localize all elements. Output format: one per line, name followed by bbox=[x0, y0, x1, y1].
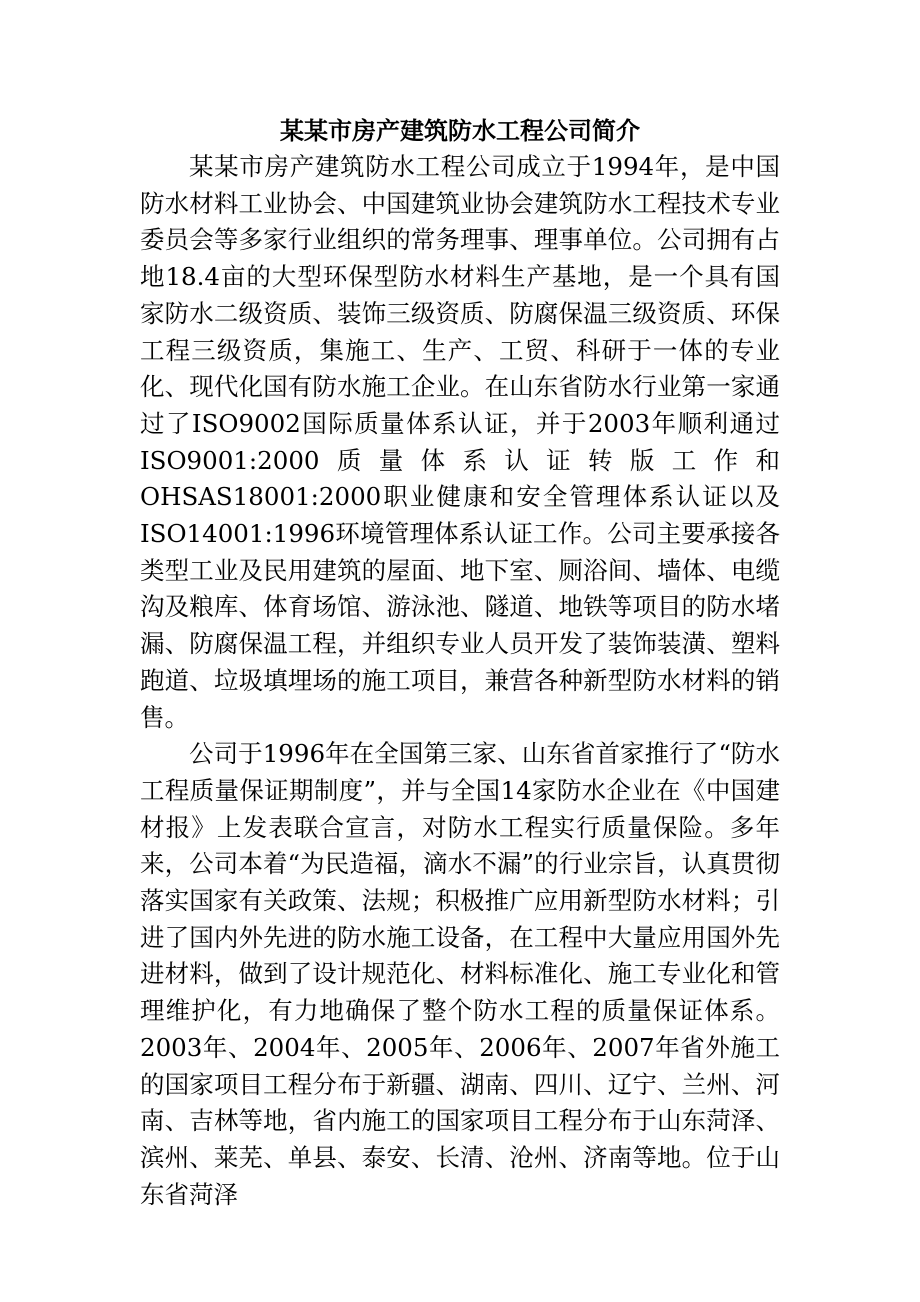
document-title: 某某市房产建筑防水工程公司简介 bbox=[280, 116, 640, 145]
paragraph-quality-assurance: 公司于1996年在全国第三家、山东省首家推行了“防水工程质量保证期制度”，并与全国14家防水企业在《中国建材报》上发表联合宣言，对防水工程实行质量保险。多年来，公司本着“为民造福，滴水不漏”的行业宗旨，认真贯彻落实国家有关政策、法规；积极推广应用新型防水材料；引进了国内外先进的防水施工设备，在工程中大量应用国外先进材料，做到了设计规范化、材料标准化、施工专业化和管理维护化，有力地确保了整个防水工程的质量保证体系。2003年、2004年、2005年、2006年、2007年省外施工的国家项目工程分布于新疆、湖南、四川、辽宁、兰州、河南、吉林等地，省内施工的国家项目工程分布于山东菏泽、滨州、莱芜、单县、泰安、长清、沧州、济南等地。位于山东省菏泽 bbox=[140, 739, 780, 1209]
paragraph-company-overview: 某某市房产建筑防水工程公司成立于1994年，是中国防水材料工业协会、中国建筑业协会建筑防水工程技术专业委员会等多家行业组织的常务理事、理事单位。公司拥有占地18.4亩的大型环保型防水材料生产基地，是一个具有国家防水二级资质、装饰三级资质、防腐保温三级资质、环保工程三级资质，集施工、生产、工贸、科研于一体的专业化、现代化国有防水施工企业。在山东省防水行业第一家通过了ISO9002国际质量体系认证，并于2003年顺利通过ISO9001:2000质量体系认证转版工作和OHSAS18001:2000职业健康和安全管理体系认证以及ISO14001:1996环境管理体系认证工作。公司主要承接各类型工业及民用建筑的屋面、地下室、厕浴间、墙体、电缆沟及粮库、体育场馆、游泳池、隧道、地铁等项目的防水堵漏、防腐保温工程，并组织专业人员开发了装饰装潢、塑料跑道、垃圾填埋场的施工项目，兼营各种新型防水材料的销售。 bbox=[140, 152, 780, 732]
document-body bbox=[140, 149, 780, 1213]
